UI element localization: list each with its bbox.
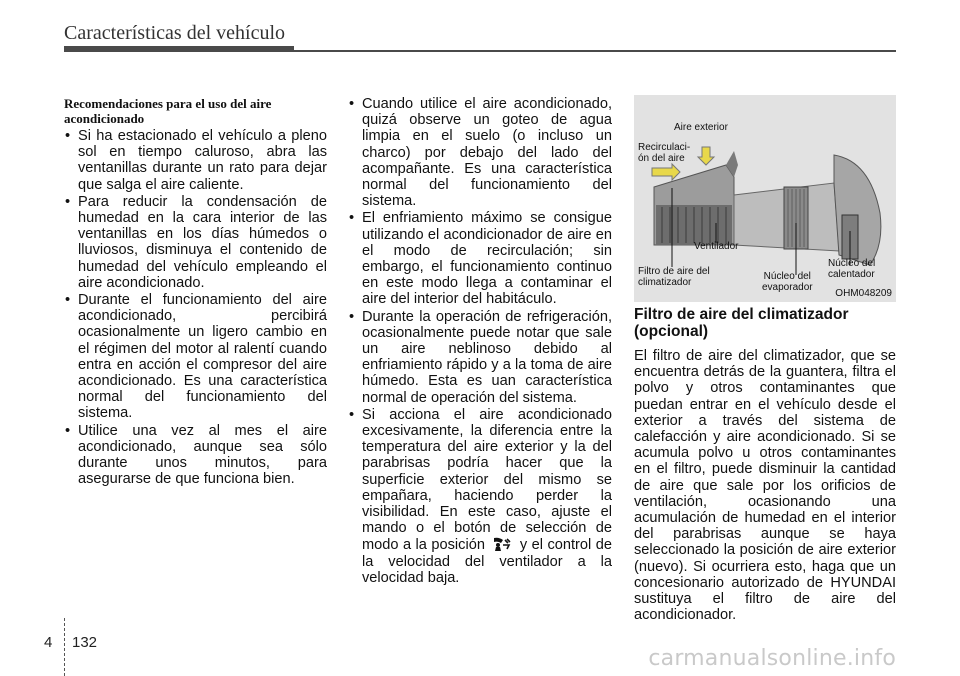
left-column <box>64 96 327 488</box>
recommendations-subheading: Recomendaciones para el uso del aire acondicionado <box>64 96 272 126</box>
ac-notes-list <box>348 96 612 586</box>
label-evaporator-core: Núcleo del evaporador <box>762 271 813 293</box>
list-item: • Durante la operación de refrigeración, ocasionalmente puede notar que sale un aire neblinoso debido al enfriamiento rápido y a la toma de aire húmedo. Esta es uan característica normal de operación del sistema. <box>348 309 612 406</box>
list-item: • Si ha estacionado el vehículo a pleno sol en tiempo caluroso, abra las ventanillas durante un rato para dejar que salga el aire caliente. <box>64 128 327 193</box>
label-heater-core: Núcleo del calentador <box>828 258 876 280</box>
list-item: • Durante el funcionamiento del aire acondicionado, percibirá ocasionalmente un ligero cambio en el régimen del motor al ralentí cuando entra en acción el compresor del aire acondicionado. Es una característica normal del funcionamiento del sistema. <box>64 292 327 422</box>
bullet-text-before-icon: Si acciona el aire acondicionado excesivamente, la diferencia entre la temperatura del aire exterior y la del parabrisas podría hacer que la superficie exterior del mismo se empañara, haciendo perder la visibilidad. En este caso, ajuste el mando o el botón de selección de modo a la posición <box>362 406 612 554</box>
middle-column <box>348 96 612 587</box>
defrost-floor-mode-icon <box>491 536 513 552</box>
figure-code: OHM048209 <box>835 288 892 299</box>
label-outside-air: Aire exterior <box>674 122 728 133</box>
list-item: • Para reducir la condensación de humedad en la cara interior de las ventanillas en los días húmedos o lluviosos, disminuya el contenido de humedad del vehículo empleando el aire acondicionado. <box>64 194 327 291</box>
hvac-diagram <box>634 95 896 302</box>
label-air-filter: Filtro de aire del climatizador <box>638 266 710 288</box>
header-rule-thin <box>294 50 896 52</box>
page-header-title: Características del vehículo <box>64 22 286 44</box>
right-column <box>634 306 896 623</box>
recommendations-list <box>64 128 327 487</box>
chapter-number: 4 <box>44 634 53 651</box>
label-recirculation: Recirculaci- ón del aire <box>638 142 691 164</box>
list-item: • Utilice una vez al mes el aire acondicionado, aunque sea sólo durante unos minutos, para asegurarse de que funciona bien. <box>64 423 327 488</box>
footer-divider <box>64 618 66 676</box>
header-rule-thick <box>64 46 294 52</box>
list-item: • Cuando utilice el aire acondicionado, quizá observe un goteo de agua limpia en el suelo (o incluso un charco) por debajo del lado del acompañante. Es una característica normal del funcionamiento del sistema. <box>348 96 612 209</box>
list-item <box>348 407 612 586</box>
label-blower: Ventilador <box>694 241 739 252</box>
bullet-text-after-icon: y el control de la velocidad del ventilador a la velocidad baja. <box>362 537 612 586</box>
section-title: Filtro de aire del climatizador (opcional) <box>634 306 849 340</box>
list-item: • El enfriamiento máximo se consigue utilizando el acondicionador de aire en el modo de recirculación; sin embargo, el funcionamiento continuo en este modo llega a contaminar el aire del interior del habitáculo. <box>348 210 612 307</box>
filter-paragraph: El filtro de aire del climatizador, que se encuentra detrás de la guantera, filtra el polvo y otros contaminantes que puedan entrar en el vehículo desde el exterior a través del sistema de calefacción y aire acondicionado. Si se acumula polvo u otros contaminantes en el filtro, puede disminuir la cantidad de aire que sale por los orificios de ventilación, ocasionando una acumulación de humedad en el interior del parabrisas aunque se haya seleccionado la posición de aire exterior (nuevo). Si ocurriera esto, haga que un concesionario autorizado de HYUNDAI sustituya el filtro de aire del acondicionador. <box>634 348 896 624</box>
page-number: 132 <box>72 634 98 651</box>
watermark: carmanualsonline.info <box>648 646 896 671</box>
